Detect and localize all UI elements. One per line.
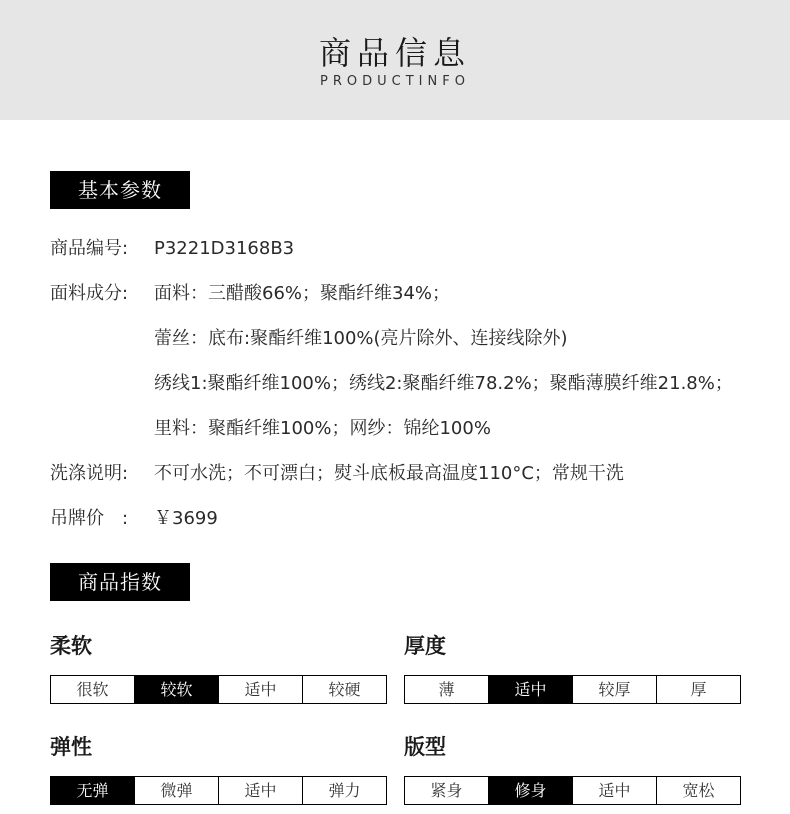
fabric-line: 里料：聚酯纤维100%；网纱：锦纶100% xyxy=(154,418,491,439)
scale-option-selected: 适中 xyxy=(488,676,572,703)
scale-option: 薄 xyxy=(438,680,455,699)
price-value: ￥3699 xyxy=(154,508,218,529)
page-title: 商品信息 xyxy=(318,34,471,72)
metric-title-fit: 版型 xyxy=(404,735,446,759)
scale-option: 适中 xyxy=(218,777,302,804)
header-banner xyxy=(0,0,790,120)
scale-option: 适中 xyxy=(572,777,656,804)
fabric-row xyxy=(50,281,450,307)
fabric-label: 面料成分: xyxy=(50,283,129,304)
section-tag-index: 商品指数 xyxy=(50,563,190,601)
wash-label: 洗涤说明: xyxy=(50,463,129,484)
scale-option: 微弹 xyxy=(134,777,218,804)
scale-option: 宽松 xyxy=(656,777,740,804)
scale-option: 很软 xyxy=(76,680,109,699)
metric-title-thickness: 厚度 xyxy=(404,634,446,658)
wash-value: 不可水洗；不可漂白；熨斗底板最高温度110°C；常规干洗 xyxy=(154,463,624,484)
scale-option: 厚 xyxy=(656,676,740,703)
scale-option-selected: 修身 xyxy=(488,777,572,804)
softness-scale xyxy=(50,675,387,704)
elasticity-scale xyxy=(50,776,387,805)
metric-title-softness: 柔软 xyxy=(50,634,92,658)
price-label: 吊牌价 : xyxy=(50,508,129,529)
price-row xyxy=(50,506,218,532)
fabric-line: 面料：三醋酸66%；聚酯纤维34%； xyxy=(154,283,451,304)
fabric-line: 蕾丝：底布:聚酯纤维100%(亮片除外、连接线除外) xyxy=(154,328,568,349)
metric-title-elasticity: 弹性 xyxy=(50,735,92,759)
product-no-value: P3221D3168B3 xyxy=(154,238,295,259)
scale-option-selected: 无弹 xyxy=(51,777,134,804)
page-subtitle: PRODUCTINFO xyxy=(320,74,470,89)
wash-row xyxy=(50,461,624,487)
fabric-line: 绣线1:聚酯纤维100%；绣线2:聚酯纤维78.2%；聚酯薄膜纤维21.8%； xyxy=(154,373,733,394)
thickness-scale xyxy=(404,675,741,704)
product-no-label: 商品编号: xyxy=(50,238,129,259)
scale-option: 紧身 xyxy=(430,781,463,800)
section-tag-basic: 基本参数 xyxy=(50,171,190,209)
scale-option: 适中 xyxy=(218,676,302,703)
product-no-row xyxy=(50,236,294,262)
scale-option-selected: 较软 xyxy=(134,676,218,703)
scale-option: 较厚 xyxy=(572,676,656,703)
scale-option: 弹力 xyxy=(302,777,386,804)
scale-option: 较硬 xyxy=(302,676,386,703)
fit-scale xyxy=(404,776,741,805)
